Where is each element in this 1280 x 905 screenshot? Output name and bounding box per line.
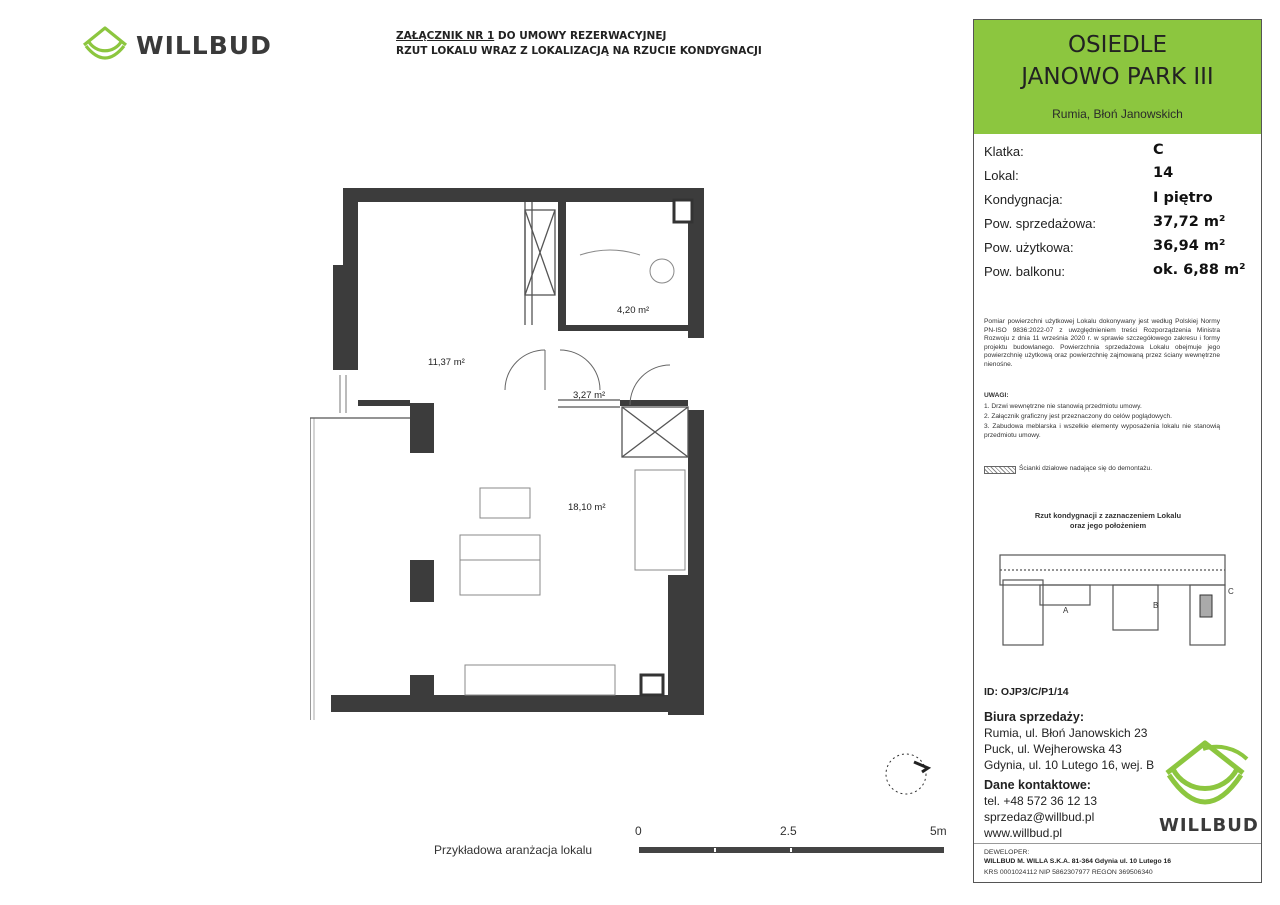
scale-caption: Przykładowa aranżacja lokalu [434,843,593,857]
building-label: B [1153,601,1159,610]
key-plan [995,550,1245,650]
walls [331,188,704,715]
balcony [310,375,410,720]
compass [884,744,936,800]
uwagi-title: UWAGI: [984,392,1009,399]
floorplan-caption: oraz jego położeniem [1069,521,1147,530]
scale-tick-label: 2.5 [780,824,797,838]
spec-value: 37,72 m² [1153,214,1226,230]
developer-line: WILLBUD M. WILLA S.K.A. 81-364 Gdynia ul. 10 Lutego 16 [984,858,1172,865]
sales-line: Gdynia, ul. 10 Lutego 16, wej. B [984,758,1155,772]
house-logo-icon [80,24,130,66]
spec-label: Pow. balkonu: [984,264,1065,279]
furniture [460,250,685,695]
sales-line: Rumia, ul. Błoń Janowskich 23 [984,726,1148,740]
header-annex: ZAŁĄCZNIK NR 1 [396,30,495,42]
logo-wordmark: WILLBUD [1159,815,1259,836]
project-title-line1: OSIEDLE [1067,32,1168,58]
room-area-label: 18,10 m² [568,502,606,513]
floorplan-caption: Rzut kondygnacji z zaznaczeniem Lokalu [1034,511,1182,520]
contact-email: sprzedaz@willbud.pl [984,810,1095,824]
project-location: Rumia, Błoń Janowskich [1052,107,1183,121]
scale-tick-label: 0 [635,824,642,838]
project-title-line2: JANOWO PARK III [1021,64,1214,90]
sales-line: Puck, ul. Wejherowska 43 [984,742,1122,756]
unit-id: ID: OJP3/C/P1/14 [984,686,1069,698]
floor-plan [310,185,710,720]
partition-walls [525,200,692,695]
developer-label: DEWELOPER: [984,849,1030,856]
footer-divider [974,843,1261,844]
developer-registry: KRS 0001024112 NIP 5862307977 REGON 369506340 [984,869,1153,876]
header-annex-rest: DO UMOWY REZERWACYJNEJ [494,30,667,42]
spec-label: Pow. sprzedażowa: [984,216,1097,231]
project-header [974,20,1261,134]
contact-title: Dane kontaktowe: [984,778,1091,792]
legend-text: Ścianki działowe nadające się do demontażu. [1019,465,1153,472]
spec-value: I piętro [1153,190,1213,206]
spec-label: Pow. użytkowa: [984,240,1074,255]
building-label: A [1063,606,1069,615]
spec-label: Klatka: [984,144,1024,159]
house-logo-icon [1155,733,1255,817]
sales-title: Biura sprzedaży: [984,710,1085,724]
room-area-label: 11,37 m² [428,357,465,368]
spec-value: C [1153,142,1164,158]
uwagi-item: 2. Załącznik graficzny jest przeznaczony do celów poglądowych. [984,413,1173,420]
room-area-label: 4,20 m² [617,305,650,316]
logo [78,24,278,68]
spec-label: Lokal: [984,168,1019,183]
contact-phone: tel. +48 572 36 12 13 [984,794,1098,808]
scale-bar [639,847,944,853]
uwagi-item: 3. Zabudowa meblarska i wszelkie elementy wyposażenia lokalu nie stanowią przedmiotu umowy. [984,423,1220,439]
compass-icon [884,744,936,800]
room-area-label: 3,27 m² [573,390,606,401]
spec-value: 14 [1153,165,1174,181]
scale-tick-label: 5m [930,824,947,838]
area-note: Pomiar powierzchni użytkowej Lokalu dokonywany jest według Polskiej Normy PN-ISO 9836:2022-07 z uwzględnieniem treści Rozporządzenia Ministra Rozwoju z dnia 11 września 2020 r. w sprawie szczegółowego zakresu i formy projektu budowlanego. Powierzchnia sprzedażowa Lokalu obejmuje jego powierzchnię użytkową oraz powierzchnię zajmowaną przez ściany wewnętrzne nienośne. [984,318,1220,368]
spec-label: Kondygnacja: [984,192,1063,207]
spec-value: ok. 6,88 m² [1153,262,1246,278]
contact-website: www.willbud.pl [984,826,1063,840]
spec-value: 36,94 m² [1153,238,1226,254]
logo-wordmark: WILLBUD [136,31,272,60]
uwagi-item: 1. Drzwi wewnętrzne nie stanowią przedmiotu umowy. [984,403,1142,410]
legend-swatch [984,466,1016,474]
panel-logo [1155,733,1259,837]
building-label: C [1228,587,1234,596]
document-header [396,29,762,59]
header-subtitle: RZUT LOKALU WRAZ Z LOKALIZACJĄ NA RZUCIE KONDYGNACJI [396,45,762,57]
